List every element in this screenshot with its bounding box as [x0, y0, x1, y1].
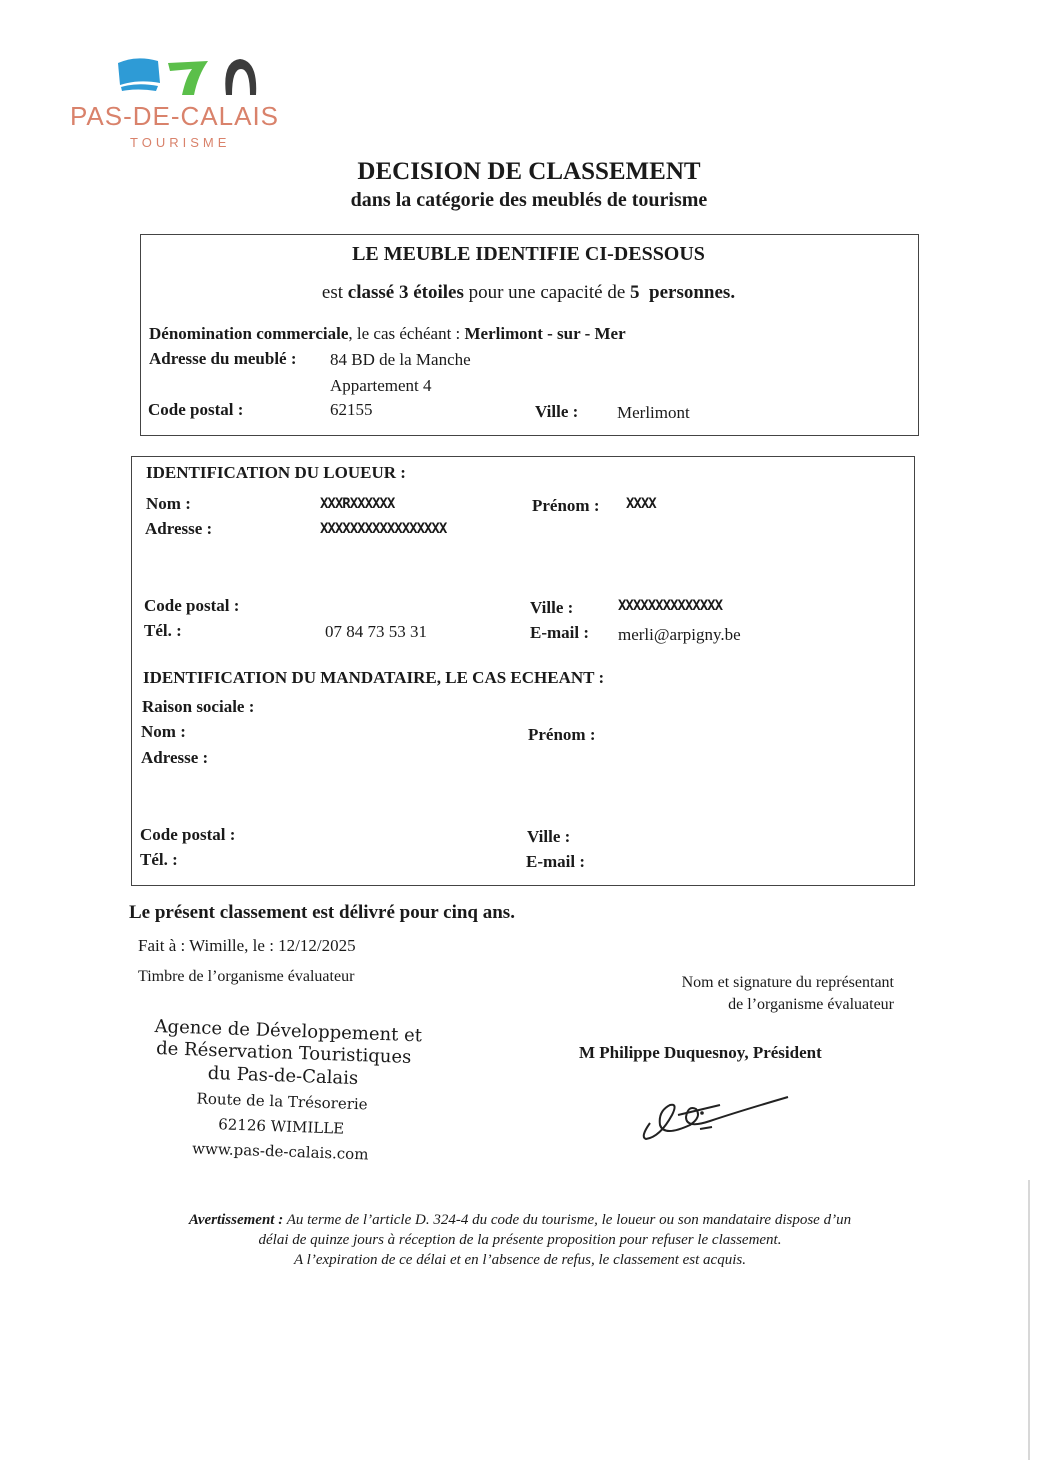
logo [70, 55, 310, 155]
signature-label [682, 972, 894, 1016]
avertissement-line1 [120, 1210, 920, 1230]
fait-text: Fait à : Wimille, le : 12/12/2025 [138, 936, 356, 955]
loueur-code-postal-label: Code postal : [144, 596, 240, 615]
signataire-name: M Philippe Duquesnoy, Président [579, 1043, 822, 1062]
loueur-ville: XXXXXXXXXXXXXX [618, 598, 723, 614]
loueur-prenom: XXXX [626, 496, 656, 512]
loueur-nom-label: Nom : [146, 494, 191, 513]
loueur-ville-label: Ville : [530, 598, 574, 617]
avertissement-line2: délai de quinze jours à réception de la présente proposition pour refuser le classement. [258, 1232, 782, 1248]
capacite-label: pour une capacité de [468, 282, 626, 303]
logo-name: PAS-DE-CALAIS [70, 101, 280, 131]
logo-mark [118, 55, 268, 103]
validite-text: Le présent classement est délivré pour cinq ans. [129, 902, 515, 923]
page-subtitle: dans la catégorie des meublés de tourisme [350, 189, 708, 211]
loueur-header: IDENTIFICATION DU LOUEUR : [146, 463, 406, 482]
mandataire-code-postal-label: Code postal : [140, 825, 236, 844]
adresse-meuble-line2: Appartement 4 [330, 376, 432, 395]
classe-value: classé 3 étoiles [347, 282, 464, 303]
handwritten-signature [630, 1085, 800, 1145]
organisme-stamp [150, 1016, 423, 1169]
page-title: DECISION DE CLASSEMENT [357, 158, 701, 185]
loueur-adresse-label: Adresse : [145, 519, 213, 538]
meuble-ville: Merlimont [617, 403, 690, 422]
avertissement-label: Avertissement : [188, 1212, 284, 1228]
stamp-line4: Route de la Trésorerie [196, 1089, 368, 1114]
mandataire-email-label: E-mail : [526, 852, 586, 871]
scan-edge-line [1028, 1180, 1030, 1460]
stamp-line5: 62126 WIMILLE [217, 1115, 345, 1138]
stamp-line3: du Pas-de-Calais [207, 1062, 359, 1090]
est-text: est [321, 282, 344, 303]
mandataire-raison-label: Raison sociale : [142, 697, 255, 716]
signature-label-line1: Nom et signature du représentant [681, 974, 894, 991]
loueur-tel-label: Tél. : [144, 621, 182, 640]
avertissement-text1: Au terme de l’article D. 324-4 du code du tourisme, le loueur ou son mandataire dispose d’un [286, 1212, 852, 1228]
loueur-nom: XXXRXXXXXX [320, 496, 395, 512]
denomination-suffix: , le cas échéant : [348, 324, 461, 343]
avertissement-line3: A l’expiration de ce délai et en l’absence de refus, le classement est acquis. [294, 1252, 746, 1268]
loueur-email-label: E-mail : [530, 623, 590, 642]
classement-line [140, 282, 917, 304]
adresse-meuble-line1: 84 BD de la Manche [330, 350, 471, 369]
denomination-label: Dénomination commerciale [149, 324, 349, 343]
mandataire-nom-label: Nom : [141, 722, 186, 741]
mandataire-adresse-label: Adresse : [141, 748, 209, 767]
mandataire-ville-label: Ville : [527, 827, 571, 846]
denomination-line [149, 324, 626, 344]
loueur-prenom-label: Prénom : [532, 496, 600, 515]
avertissement [120, 1210, 920, 1270]
personnes-text: personnes. [649, 282, 736, 303]
stamp-line1: Agence de Développement et [154, 1016, 423, 1047]
loueur-tel: 07 84 73 53 31 [325, 622, 427, 641]
meuble-header: LE MEUBLE IDENTIFIE CI-DESSOUS [352, 243, 705, 265]
timbre-label: Timbre de l’organisme évaluateur [138, 968, 355, 985]
stamp-line2: de Réservation Touristiques [155, 1038, 412, 1068]
denomination-value: Merlimont - sur - Mer [464, 324, 626, 343]
meuble-ville-label: Ville : [535, 402, 579, 421]
meuble-code-postal: 62155 [330, 400, 373, 419]
mandataire-header: IDENTIFICATION DU MANDATAIRE, LE CAS ECHEANT : [143, 668, 605, 687]
capacite-value: 5 [630, 282, 640, 303]
logo-sub: TOURISME [130, 135, 231, 150]
meuble-code-postal-label: Code postal : [148, 400, 244, 419]
loueur-adresse: XXXXXXXXXXXXXXXXX [320, 521, 447, 537]
mandataire-tel-label: Tél. : [140, 850, 178, 869]
signature-label-line2: de l’organisme évaluateur [728, 996, 894, 1013]
mandataire-prenom-label: Prénom : [528, 725, 596, 744]
adresse-meuble-label: Adresse du meublé : [149, 349, 297, 368]
loueur-email: merli@arpigny.be [618, 625, 741, 644]
stamp-line6: www.pas-de-calais.com [191, 1139, 369, 1164]
